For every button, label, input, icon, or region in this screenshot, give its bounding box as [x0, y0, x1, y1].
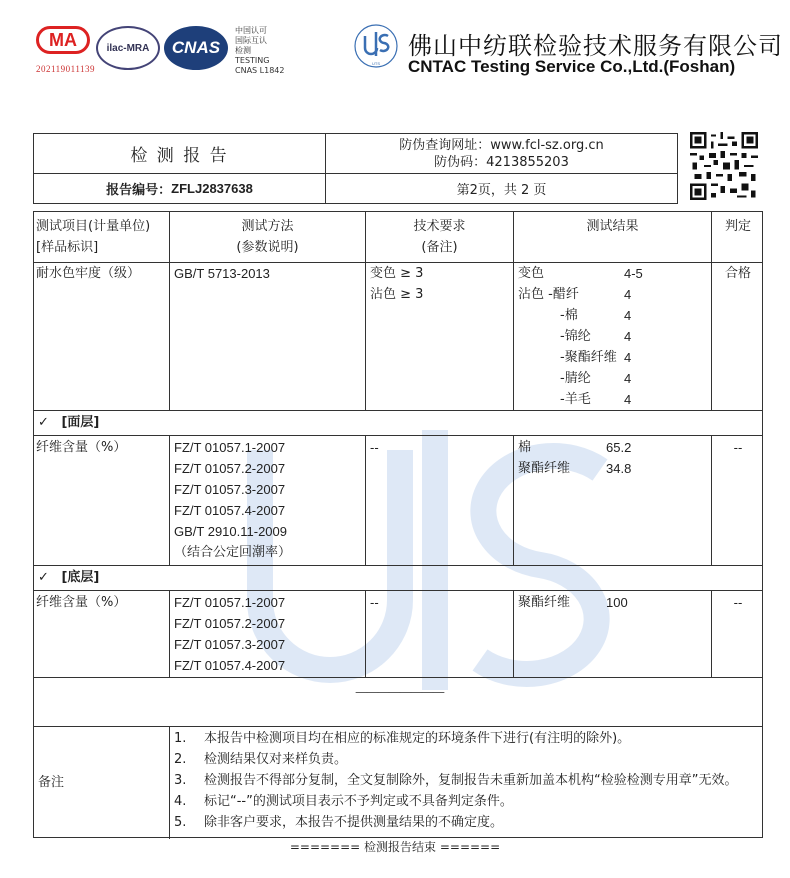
result-line: 棉 65.2	[518, 440, 632, 455]
note-item: 4. 标记“--”的测试项目表示不予判定或不具备判定条件。	[174, 794, 513, 809]
check-icon: ✓	[38, 570, 49, 585]
row-colorfastness-judgement: 合格	[724, 266, 751, 281]
cnas-logo: CNAS	[164, 26, 228, 70]
verify-url: 防伪查询网址：www.fcl-sz.org.cn	[399, 137, 604, 153]
result-line: -锦纶 4	[560, 329, 632, 344]
row-face-methods: FZ/T 01057.1-2007 FZ/T 01057.2-2007 FZ/T 01057.3-2007 FZ/T 01057.4-2007 GB/T 2910.11-2009 （结合公定回潮率）	[174, 440, 292, 560]
cma-number: 202119011139	[36, 64, 95, 74]
result-line: -羊毛 4	[560, 392, 632, 407]
row-face-item: 纤维含量（%）	[36, 440, 127, 455]
header-item: 测试项目(计量单位) [样品标识]	[36, 219, 151, 255]
svg-text:UTS: UTS	[372, 61, 380, 66]
note-item: 5. 除非客户要求，本报告不提供测量结果的不确定度。	[174, 815, 504, 830]
header-result: 测试结果	[586, 219, 639, 234]
result-line: 变色 4-5	[518, 266, 643, 281]
uts-logo-icon	[352, 22, 400, 70]
qr-code-icon	[690, 132, 758, 200]
row-bottom-methods: FZ/T 01057.1-2007 FZ/T 01057.2-2007 FZ/T 01057.3-2007 FZ/T 01057.4-2007	[174, 595, 286, 673]
company-name-cn: 佛山中纺联检验技术服务有限公司	[408, 32, 783, 60]
row-face-requirement: --	[370, 440, 379, 455]
company-name-en: CNTAC Testing Service Co.,Ltd.(Foshan)	[408, 57, 736, 76]
header-judgement: 判定	[724, 219, 751, 234]
result-line: -棉 4	[560, 308, 632, 323]
page-info: 第2页，共 2 页	[456, 183, 547, 198]
result-line: -聚酯纤维 4	[560, 350, 632, 365]
row-colorfastness-method: GB/T 5713-2013	[174, 266, 270, 281]
results-table	[33, 211, 763, 838]
report-title: 检 测 报 告	[34, 134, 326, 174]
row-bottom-requirement: --	[370, 595, 379, 610]
row-colorfastness-requirement: 变色 ≥ 3 沾色 ≥ 3	[370, 266, 424, 302]
notes-list	[174, 728, 762, 833]
report-end-marker: ======= 检测报告结束 ======	[289, 840, 501, 854]
header-method: 测试方法 (参数说明)	[236, 219, 299, 255]
check-icon: ✓	[38, 415, 49, 430]
row-face-judgement: --	[733, 440, 743, 455]
note-item: 3. 检测报告不得部分复制，全文复制除外，复制报告未重新加盖本机构“检验检测专用章”无效。	[174, 773, 738, 788]
section-face-layer: ✓ [面层]	[38, 415, 100, 430]
note-item: 1. 本报告中检测项目均在相应的标准规定的环境条件下进行(有注明的除外)。	[174, 731, 631, 746]
header-requirement: 技术要求 (备注)	[413, 219, 466, 255]
note-item: 2. 检测结果仅对来样负责。	[174, 752, 348, 767]
row-colorfastness-item: 耐水色牢度（级）	[36, 266, 141, 281]
section-bottom-layer: ✓ [底层]	[38, 570, 100, 585]
result-line: 聚酯纤维 34.8	[518, 461, 632, 476]
report-header-box	[33, 133, 678, 204]
cma-logo: MA	[36, 26, 90, 54]
blank-row-line: ————————	[355, 685, 443, 700]
row-bottom-judgement: --	[733, 595, 743, 610]
result-line: 聚酯纤维 100	[518, 595, 628, 610]
row-bottom-results	[518, 592, 708, 613]
result-line: -腈纶 4	[560, 371, 632, 386]
cnas-accreditation-text: 中国认可 国际互认 检测 TESTING CNAS L1842	[235, 26, 285, 75]
row-colorfastness-results	[518, 263, 708, 410]
notes-label: 备注	[38, 775, 65, 790]
verification-info	[326, 134, 677, 174]
ilac-mra-logo: ilac-MRA	[96, 26, 160, 70]
row-bottom-item: 纤维含量（%）	[36, 595, 127, 610]
report-number: 报告编号： ZFLJ2837638	[34, 174, 326, 203]
row-face-results	[518, 437, 708, 479]
verify-code: 防伪码：4213855203	[434, 154, 569, 170]
result-line: 沾色 -醋纤 4	[518, 287, 632, 302]
